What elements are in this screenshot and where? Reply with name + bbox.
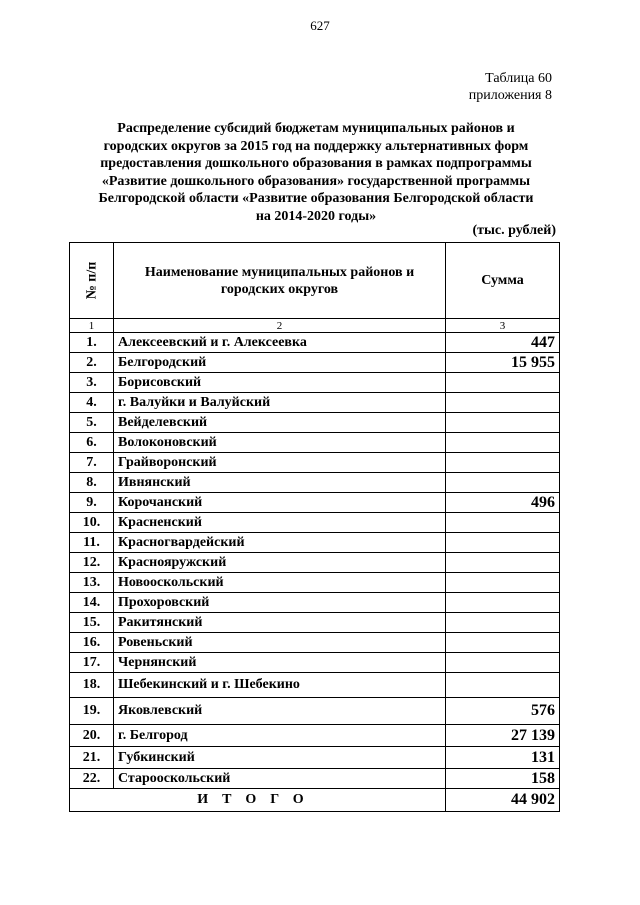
table-row [70,333,560,353]
table-row [70,633,560,653]
row-sum: 158 [446,769,560,789]
row-sum [446,513,560,533]
row-number: 12. [70,553,114,573]
table-row [70,593,560,613]
title-line: предоставления дошкольного образования в рамках подпрограммы [100,156,532,171]
table-row [70,553,560,573]
table-row [70,769,560,789]
title-line: Распределение субсидий бюджетам муниципальных районов и [117,121,515,136]
title-line: «Развитие дошкольного образования» государственной программы [101,173,531,189]
row-sum [446,413,560,433]
row-number: 20. [70,725,114,747]
row-name: Новооскольский [114,573,446,593]
row-number: 1. [70,333,114,353]
document-title [70,120,562,225]
row-sum [446,373,560,393]
row-sum: 27 139 [446,725,560,747]
row-number: 18. [70,673,114,698]
row-name: Красногвардейский [114,533,446,553]
units-label: (тыс. рублей) [472,223,556,238]
row-name: Белгородский [114,353,446,373]
row-sum [446,633,560,653]
table-row [70,573,560,593]
table-row [70,453,560,473]
row-number: 17. [70,653,114,673]
row-sum: 496 [446,493,560,513]
row-number: 21. [70,747,114,769]
table-row [70,698,560,725]
row-name: Старооскольский [114,769,446,789]
row-sum [446,593,560,613]
header-num [70,243,114,319]
title-line: городских округов за 2015 год на поддержку альтернативных форм [103,138,529,154]
table-row [70,725,560,747]
row-number: 6. [70,433,114,453]
table-row [70,673,560,698]
row-sum [446,613,560,633]
row-sum [446,573,560,593]
total-row [70,789,560,812]
row-number: 10. [70,513,114,533]
row-number: 14. [70,593,114,613]
row-name: Краснояружский [114,553,446,573]
table-row [70,653,560,673]
row-sum [446,533,560,553]
row-name: г. Валуйки и Валуйский [114,393,446,413]
header-num-label: № п/п [84,261,99,300]
header-name: Наименование муниципальных районов и городских округов [114,243,446,319]
table-row [70,373,560,393]
table-row [70,747,560,769]
row-number: 3. [70,373,114,393]
row-sum: 447 [446,333,560,353]
row-sum: 576 [446,698,560,725]
row-number: 5. [70,413,114,433]
row-name: Волоконовский [114,433,446,453]
table-row [70,393,560,413]
column-numbers-row [70,319,560,333]
table-header-row [70,243,560,319]
table-ref-line-1: Таблица 60 [485,71,552,86]
row-name: Корочанский [114,493,446,513]
row-name: г. Белгород [114,725,446,747]
row-name: Яковлевский [114,698,446,725]
row-number: 8. [70,473,114,493]
table-row [70,513,560,533]
row-number: 9. [70,493,114,513]
table-row [70,473,560,493]
row-number: 11. [70,533,114,553]
table-row [70,533,560,553]
subsidy-table [69,242,560,812]
row-name: Губкинский [114,747,446,769]
row-sum: 131 [446,747,560,769]
total-sum: 44 902 [446,789,560,812]
row-name: Ивнянский [114,473,446,493]
table-ref-line-2: приложения 8 [468,88,552,103]
title-line: Белгородской области «Развитие образования Белгородской области [98,191,534,206]
row-name: Чернянский [114,653,446,673]
table-row [70,493,560,513]
row-sum: 15 955 [446,353,560,373]
row-number: 7. [70,453,114,473]
header-sum: Сумма [446,243,560,319]
row-sum [446,673,560,698]
table-row [70,613,560,633]
row-sum [446,393,560,413]
row-name: Прохоровский [114,593,446,613]
row-name: Грайворонский [114,453,446,473]
row-name: Красненский [114,513,446,533]
row-name: Ровеньский [114,633,446,653]
row-sum [446,433,560,453]
row-number: 16. [70,633,114,653]
table-row [70,433,560,453]
page-number: 627 [310,18,330,33]
row-number: 4. [70,393,114,413]
row-number: 19. [70,698,114,725]
row-name: Борисовский [114,373,446,393]
col-number: 3 [446,319,560,333]
row-number: 13. [70,573,114,593]
row-name: Шебекинский и г. Шебекино [114,673,446,698]
row-number: 22. [70,769,114,789]
row-name: Алексеевский и г. Алексеевка [114,333,446,353]
col-number: 1 [70,319,114,333]
row-name: Ракитянский [114,613,446,633]
table-reference [469,70,552,104]
row-number: 15. [70,613,114,633]
row-sum [446,653,560,673]
row-sum [446,553,560,573]
title-line: на 2014-2020 годы» [255,208,377,224]
table-row [70,413,560,433]
row-sum [446,473,560,493]
total-label: ИТОГО [70,789,446,812]
row-sum [446,453,560,473]
table-row [70,353,560,373]
row-number: 2. [70,353,114,373]
col-number: 2 [114,319,446,333]
row-name: Вейделевский [114,413,446,433]
